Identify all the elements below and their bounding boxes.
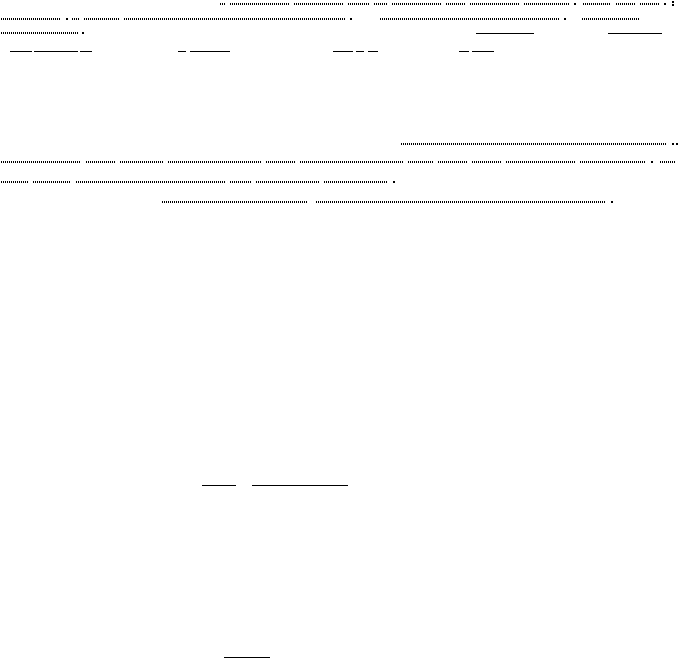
fill-line <box>524 3 570 5</box>
fill-line <box>616 3 636 5</box>
fill-line <box>33 181 71 183</box>
fill-line <box>266 161 296 163</box>
underline-blank <box>224 657 270 658</box>
fill-line <box>506 161 576 163</box>
fill-line <box>582 18 640 20</box>
fill-dot <box>564 18 566 20</box>
underline-blank <box>202 485 236 486</box>
underline-blank <box>608 33 662 34</box>
fill-line <box>1 161 81 163</box>
fill-dot <box>66 18 68 20</box>
fill-line <box>1 181 29 183</box>
fill-line <box>220 3 226 5</box>
fill-dot <box>672 4 674 6</box>
fill-line <box>168 161 262 163</box>
fill-dot <box>393 181 395 183</box>
fill-line <box>401 143 667 145</box>
fill-line <box>230 3 290 5</box>
fill-line <box>84 18 120 20</box>
fill-line <box>408 161 434 163</box>
fill-line <box>580 161 646 163</box>
fill-dot <box>672 143 674 145</box>
fill-line <box>472 161 502 163</box>
underline-blank <box>459 51 469 52</box>
underline-blank <box>476 33 534 34</box>
fill-line <box>583 3 611 5</box>
fill-line <box>1 18 61 20</box>
underline-blank <box>368 51 378 52</box>
fill-line <box>640 3 660 5</box>
fill-line <box>380 18 560 20</box>
fill-line <box>438 161 468 163</box>
fill-line <box>256 181 320 183</box>
fill-line <box>374 3 388 5</box>
fill-line <box>162 201 308 203</box>
fill-dot <box>651 161 653 163</box>
fill-line <box>72 18 80 20</box>
fill-line <box>230 181 252 183</box>
fill-line <box>86 161 116 163</box>
underline-blank <box>80 51 92 52</box>
underline-blank <box>190 51 230 52</box>
fill-dot <box>676 143 678 145</box>
fill-line <box>348 3 370 5</box>
fill-line <box>120 161 164 163</box>
fill-dot <box>350 18 352 20</box>
underline-blank <box>252 485 348 486</box>
fill-dot <box>82 32 84 34</box>
fill-dot <box>664 3 666 5</box>
fill-line <box>1 32 79 34</box>
underline-blank <box>10 51 32 52</box>
fill-line <box>294 3 344 5</box>
fill-line <box>316 201 606 203</box>
fill-dot <box>611 201 613 203</box>
fill-dot <box>672 1 674 3</box>
underline-blank <box>472 51 494 52</box>
underline-blank <box>356 51 364 52</box>
fill-line <box>76 181 226 183</box>
fill-line <box>470 3 520 5</box>
underline-blank <box>178 51 186 52</box>
fill-line <box>660 161 676 163</box>
fill-line <box>300 161 404 163</box>
fill-line <box>392 3 442 5</box>
fill-dot <box>574 3 576 5</box>
fill-line <box>124 18 346 20</box>
underline-blank <box>333 51 353 52</box>
fill-line <box>324 181 388 183</box>
underline-blank <box>34 51 78 52</box>
fill-line <box>446 3 466 5</box>
